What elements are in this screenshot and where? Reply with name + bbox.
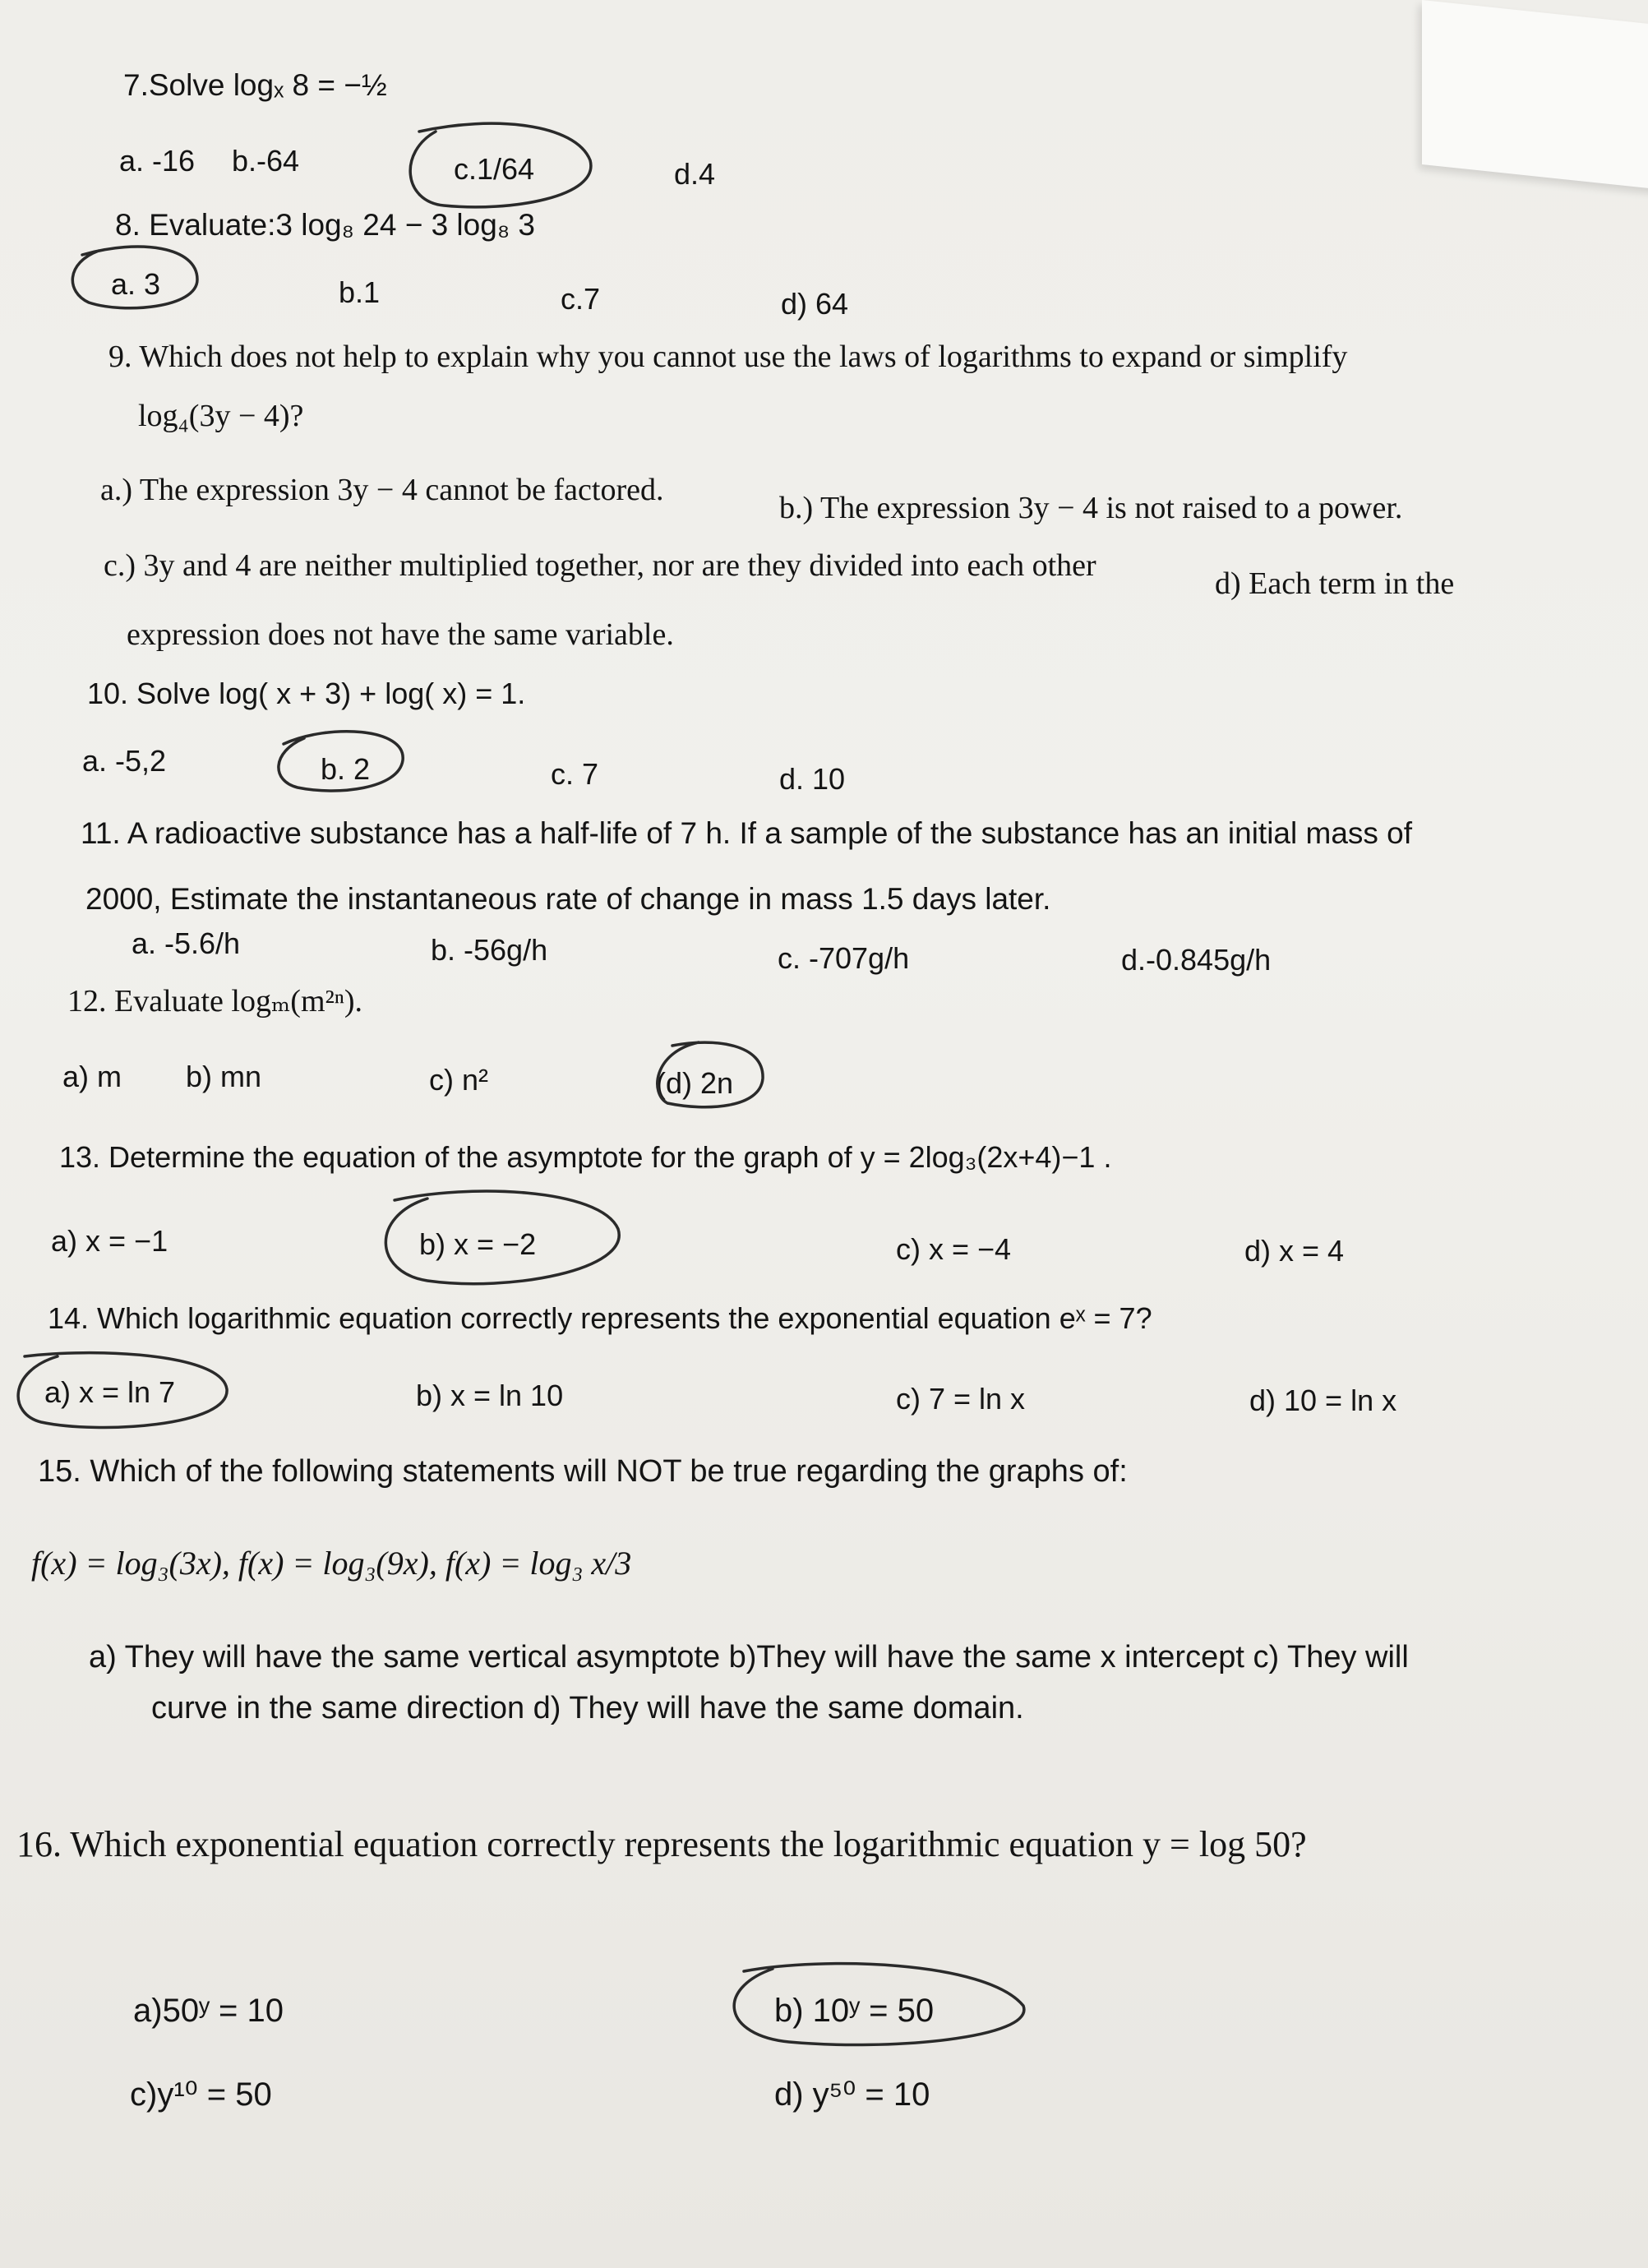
q15-options-line1[interactable]: a) They will have the same vertical asymptote b)They will have the same x intercept c) They will [89, 1640, 1409, 1674]
q11-option-b[interactable]: b. -56g/h [431, 933, 548, 967]
q14-option-b[interactable]: b) x = ln 10 [416, 1379, 564, 1412]
q8-option-a[interactable]: a. 3 [111, 267, 161, 301]
q13-option-b[interactable]: b) x = −2 [419, 1227, 537, 1261]
q11-prompt: 11. A radioactive substance has a half-life of 7 h. If a sample of the substance has an initial mass of [81, 816, 1413, 850]
q7-option-d[interactable]: d.4 [674, 157, 716, 191]
q10-option-b[interactable]: b. 2 [321, 752, 371, 786]
q14-option-d[interactable]: d) 10 = ln x [1249, 1383, 1397, 1417]
q9-option-a[interactable]: a.) The expression 3y − 4 cannot be factored. [100, 473, 664, 507]
q16-option-b[interactable]: b) 10ʸ = 50 [774, 1993, 935, 2029]
q7-prompt: 7.Solve logₓ 8 = −½ [123, 68, 387, 102]
q14-option-a[interactable]: a) x = ln 7 [44, 1375, 176, 1409]
q15-functions: f(x) = log₃(3x), f(x) = log₃(9x), f(x) = log₃ x/3 [31, 1545, 632, 1582]
q8-option-c[interactable]: c.7 [561, 282, 601, 316]
paper-corner [1422, 0, 1648, 191]
q14-option-c[interactable]: c) 7 = ln x [896, 1382, 1026, 1416]
q10-option-a[interactable]: a. -5,2 [82, 744, 167, 778]
q8-prompt: 8. Evaluate:3 log₈ 24 − 3 log₈ 3 [115, 208, 536, 242]
q12-option-a[interactable]: a) m [62, 1060, 122, 1093]
q12-option-c[interactable]: c) n² [429, 1063, 488, 1097]
q11-prompt-continued: 2000, Estimate the instantaneous rate of change in mass 1.5 days later. [85, 882, 1051, 916]
q7-option-c[interactable]: c.1/64 [454, 152, 535, 186]
q7-option-b[interactable]: b.-64 [232, 144, 300, 178]
q13-option-c[interactable]: c) x = −4 [896, 1232, 1012, 1266]
q11-option-c[interactable]: c. -707g/h [778, 941, 910, 975]
q11-option-a[interactable]: a. -5.6/h [132, 926, 241, 960]
q9-option-b[interactable]: b.) The expression 3y − 4 is not raised to a power. [779, 491, 1403, 525]
q11-option-d[interactable]: d.-0.845g/h [1121, 943, 1272, 977]
q13-prompt: 13. Determine the equation of the asymptote for the graph of y = 2log₃(2x+4)−1 . [59, 1140, 1112, 1174]
q9-prompt: 9. Which does not help to explain why you cannot use the laws of logarithms to expand or simplify [108, 340, 1348, 374]
q12-prompt: 12. Evaluate logₘ(m²ⁿ). [67, 984, 363, 1019]
q8-option-d[interactable]: d) 64 [781, 287, 849, 321]
q9-expression: log₄(3y − 4)? [138, 399, 304, 433]
q15-options-line2[interactable]: curve in the same direction d) They will have the same domain. [151, 1691, 1024, 1725]
q9-option-c[interactable]: c.) 3y and 4 are neither multiplied together, nor are they divided into each other [104, 548, 1096, 583]
q13-option-a[interactable]: a) x = −1 [51, 1224, 168, 1258]
q16-option-c[interactable]: c)y¹⁰ = 50 [130, 2076, 272, 2113]
q10-option-c[interactable]: c. 7 [551, 757, 599, 791]
q9-option-d-continued: expression does not have the same variable. [127, 617, 674, 652]
q8-option-b[interactable]: b.1 [339, 275, 381, 309]
q15-prompt: 15. Which of the following statements will NOT be true regarding the graphs of: [38, 1454, 1128, 1489]
q16-option-d[interactable]: d) y⁵⁰ = 10 [774, 2076, 930, 2113]
q12-option-b[interactable]: b) mn [186, 1060, 262, 1093]
q9-option-d[interactable]: d) Each term in the [1215, 566, 1455, 601]
q12-option-d[interactable]: (d) 2n [656, 1066, 734, 1100]
q10-option-d[interactable]: d. 10 [779, 762, 846, 796]
q7-option-a[interactable]: a. -16 [119, 144, 196, 178]
q14-prompt: 14. Which logarithmic equation correctly represents the exponential equation eˣ = 7? [48, 1301, 1152, 1335]
q16-prompt: 16. Which exponential equation correctly represents the logarithmic equation y = log 50? [16, 1824, 1307, 1864]
q13-option-d[interactable]: d) x = 4 [1244, 1234, 1345, 1268]
q16-option-a[interactable]: a)50ʸ = 10 [133, 1993, 284, 2029]
q10-prompt: 10. Solve log( x + 3) + log( x) = 1. [87, 677, 526, 710]
